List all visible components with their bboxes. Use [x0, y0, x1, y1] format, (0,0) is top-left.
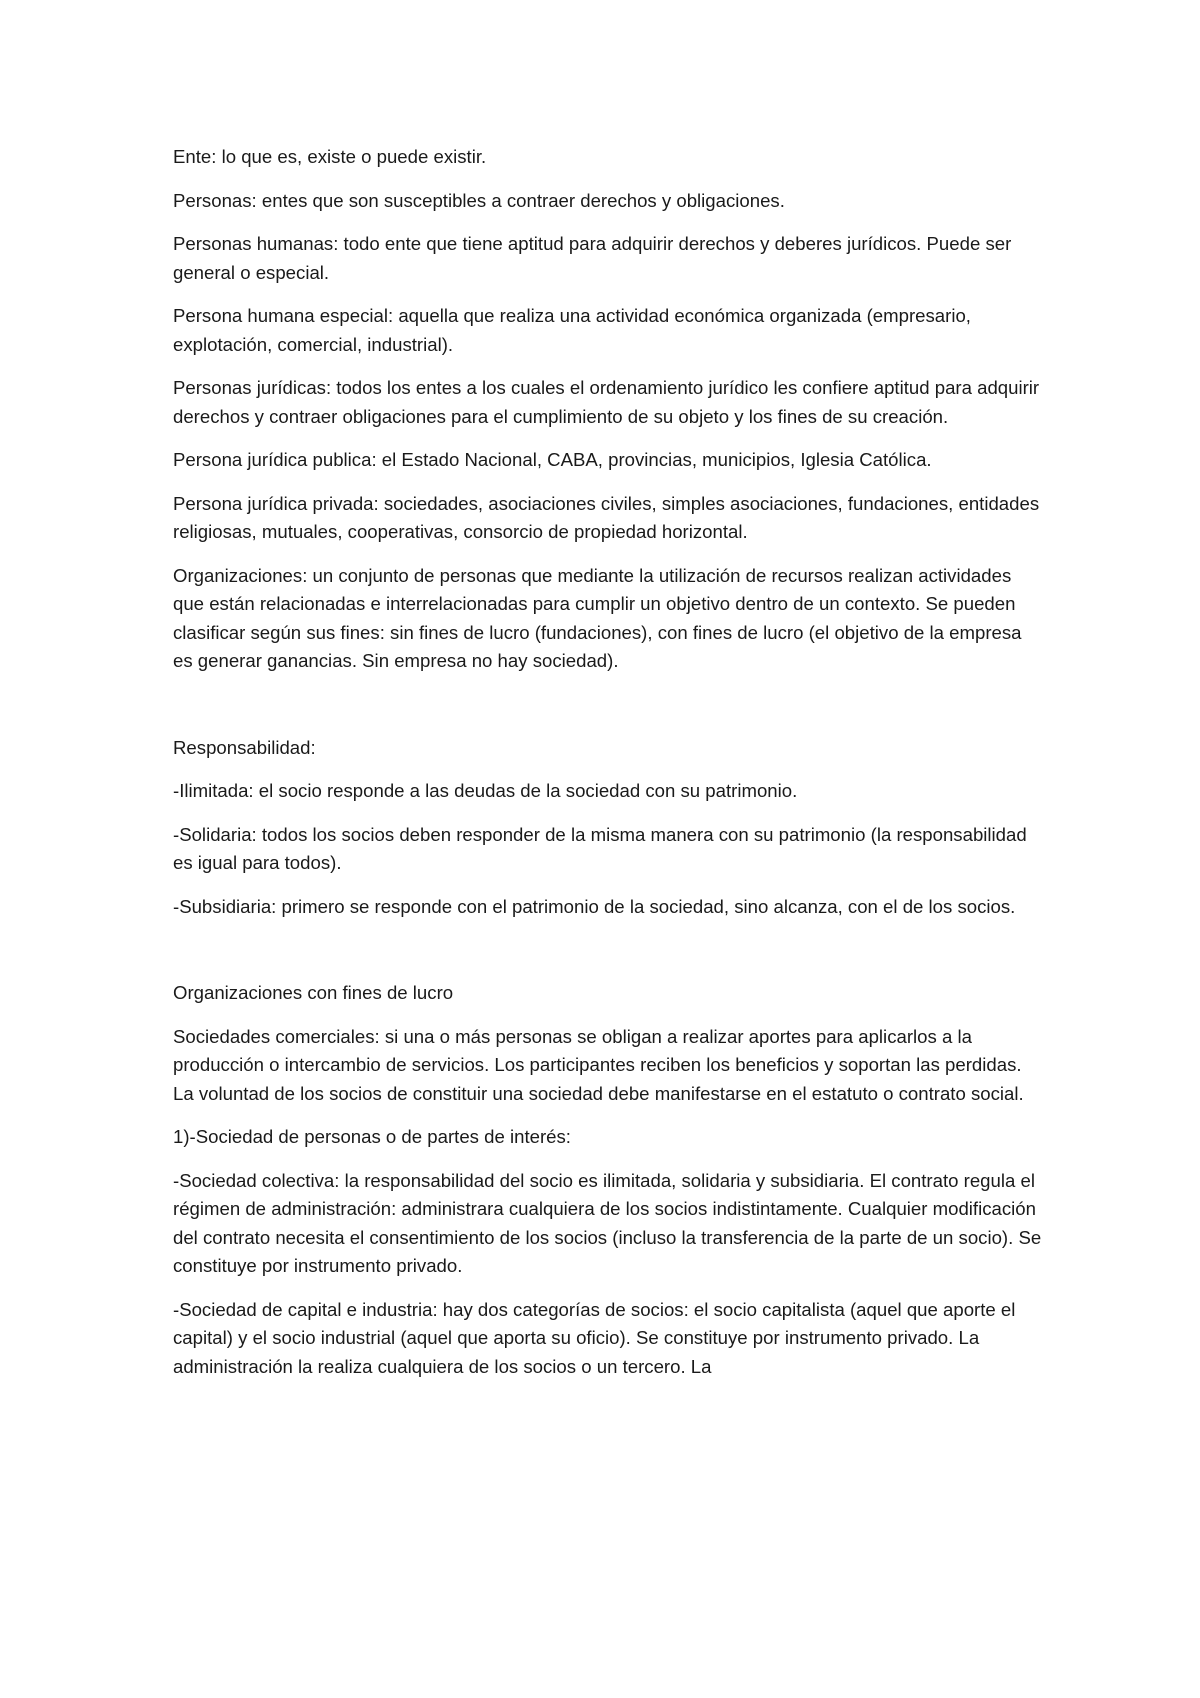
section-spacer — [173, 691, 1043, 734]
paragraph-sociedad-colectiva: -Sociedad colectiva: la responsabilidad del socio es ilimitada, solidaria y subsidiaria. El contrato regula el régimen de administración: administrara cualquiera de los socios indistintamente. Cualquier modificación del contrato necesita el consentimiento de los socios (incluso la transferencia de la parte de un socio). Se constituye por instrumento privado. — [173, 1169, 1042, 1276]
heading-responsabilidad: Responsabilidad: — [173, 736, 316, 758]
paragraph-persona-juridica-privada: Persona jurídica privada: sociedades, asociaciones civiles, simples asociaciones, fundaciones, entidades religiosas, mutuales, cooperativas, consorcio de propiedad horizontal. — [173, 492, 1040, 542]
paragraph-ilimitada: -Ilimitada: el socio responde a las deudas de la sociedad con su patrimonio. — [173, 780, 798, 801]
paragraph-organizaciones: Organizaciones: un conjunto de personas que mediante la utilización de recursos realizan actividades que están relacionadas e interrelacionadas para cumplir un objetivo dentro de un contexto. Se pueden clasificar según sus fines: sin fines de lucro (fundaciones), con fines de lucro (el objetivo de la empresa es generar ganancias. Sin empresa no hay sociedad). — [173, 564, 1022, 671]
paragraph-persona-juridica-publica: Persona jurídica publica: el Estado Nacional, CABA, provincias, municipios, Iglesia Católica. — [173, 449, 932, 470]
section-organizaciones-lucro — [173, 979, 1043, 1381]
paragraph-solidaria: -Solidaria: todos los socios deben responder de la misma manera con su patrimonio (la responsabilidad es igual para todos). — [173, 823, 1027, 873]
document-body — [173, 143, 1043, 1396]
paragraph-persona-humana-especial: Persona humana especial: aquella que realiza una actividad económica organizada (empresario, explotación, comercial, industrial). — [173, 305, 971, 355]
paragraph-personas-juridicas: Personas jurídicas: todos los entes a los cuales el ordenamiento jurídico les confiere aptitud para adquirir derechos y contraer obligaciones para el cumplimiento de su objeto y los fines de su creación. — [173, 377, 1040, 427]
paragraph-sociedad-personas: 1)-Sociedad de personas o de partes de interés: — [173, 1126, 571, 1147]
section-spacer — [173, 936, 1043, 979]
paragraph-sociedad-capital-industria: -Sociedad de capital e industria: hay dos categorías de socios: el socio capitalista (aquel que aporte el capital) y el socio industrial (aquel que aporta su oficio). Se constituye por instrumento privado. La administración la realiza cualquiera de los socios o un tercero. La — [173, 1298, 1016, 1377]
paragraph-sociedades-comerciales: Sociedades comerciales: si una o más personas se obligan a realizar aportes para aplicarlos a la producción o intercambio de servicios. Los participantes reciben los beneficios y soportan las perdidas. La voluntad de los socios de constituir una sociedad debe manifestarse en el estatuto o contrato social. — [173, 1025, 1024, 1104]
heading-organizaciones-lucro: Organizaciones con fines de lucro — [173, 982, 454, 1003]
paragraph-ente: Ente: lo que es, existe o puede existir. — [173, 146, 487, 167]
paragraph-personas: Personas: entes que son susceptibles a contraer derechos y obligaciones. — [173, 189, 785, 211]
paragraph-subsidiaria: -Subsidiaria: primero se responde con el patrimonio de la sociedad, sino alcanza, con el de los socios. — [173, 895, 1016, 917]
section-responsabilidad — [173, 734, 1043, 922]
paragraph-personas-humanas: Personas humanas: todo ente que tiene aptitud para adquirir derechos y deberes jurídicos. Puede ser general o especial. — [173, 233, 1012, 283]
section-entes — [173, 143, 1043, 676]
